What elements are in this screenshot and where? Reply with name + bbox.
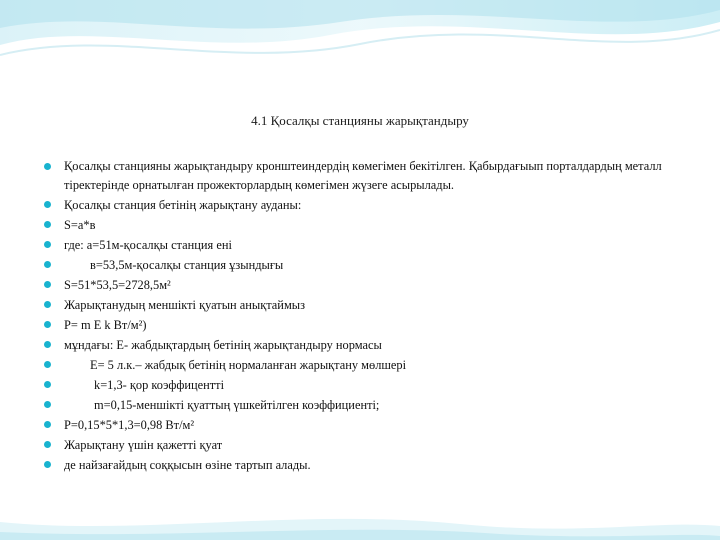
bullet-icon <box>44 261 51 268</box>
bullet-icon <box>44 361 51 368</box>
bullet-icon <box>44 201 51 208</box>
list-item: Қосалқы станция бетінің жарықтану ауданы: <box>44 195 684 215</box>
bullet-icon <box>44 401 51 408</box>
top-wave-decoration <box>0 0 720 90</box>
bullet-icon <box>44 221 51 228</box>
bullet-icon <box>44 321 51 328</box>
list-item: Жарықтанудың меншікті қуатын анықтаймыз <box>44 295 684 315</box>
list-item: m=0,15-меншiктi қуаттың үшкейтiлген коэффициентi; <box>44 395 684 415</box>
list-item: в=53,5м-қосалқы станция ұзындығы <box>44 255 684 275</box>
bullet-icon <box>44 441 51 448</box>
list-item: E= 5 л.к.– жабдық бетінің нормаланған жарықтану мөлшері <box>44 355 684 375</box>
list-item: где: а=51м-қосалқы станция ені <box>44 235 684 255</box>
list-item: Қосалқы станцияны жарықтандыру кронштеиндердің көмегімен бекітілген. Қабырдағыып порталдардың металл тіректерінде орнатылған прожекторлардың көмегімен жүзеге асырылады. <box>44 157 684 195</box>
bullet-icon <box>44 381 51 388</box>
bullet-icon <box>44 341 51 348</box>
list-item: k=1,3- қор коэффиценттi <box>44 375 684 395</box>
list-item: S=а*в <box>44 215 684 235</box>
list-item: P=0,15*5*1,3=0,98 Вт/м² <box>44 415 684 435</box>
bullet-icon <box>44 461 51 468</box>
list-item: P= m E k Вт/м²) <box>44 315 684 335</box>
bullet-icon <box>44 163 51 170</box>
list-item: Жарықтану үшін қажетті қуат <box>44 435 684 455</box>
slide-title: 4.1 Қосалқы станцияны жарықтандыру <box>251 113 469 128</box>
bullet-icon <box>44 421 51 428</box>
bullet-icon <box>44 281 51 288</box>
bullet-list <box>44 157 684 475</box>
bottom-wave-decoration <box>0 500 720 540</box>
list-item: де найзағайдың соққысын өзіне тартып алады. <box>44 455 684 475</box>
bullet-icon <box>44 241 51 248</box>
list-item: S=51*53,5=2728,5м² <box>44 275 684 295</box>
bullet-icon <box>44 301 51 308</box>
list-item: мұндағы: Е- жабдықтардың бетінің жарықтандыру нормасы <box>44 335 684 355</box>
